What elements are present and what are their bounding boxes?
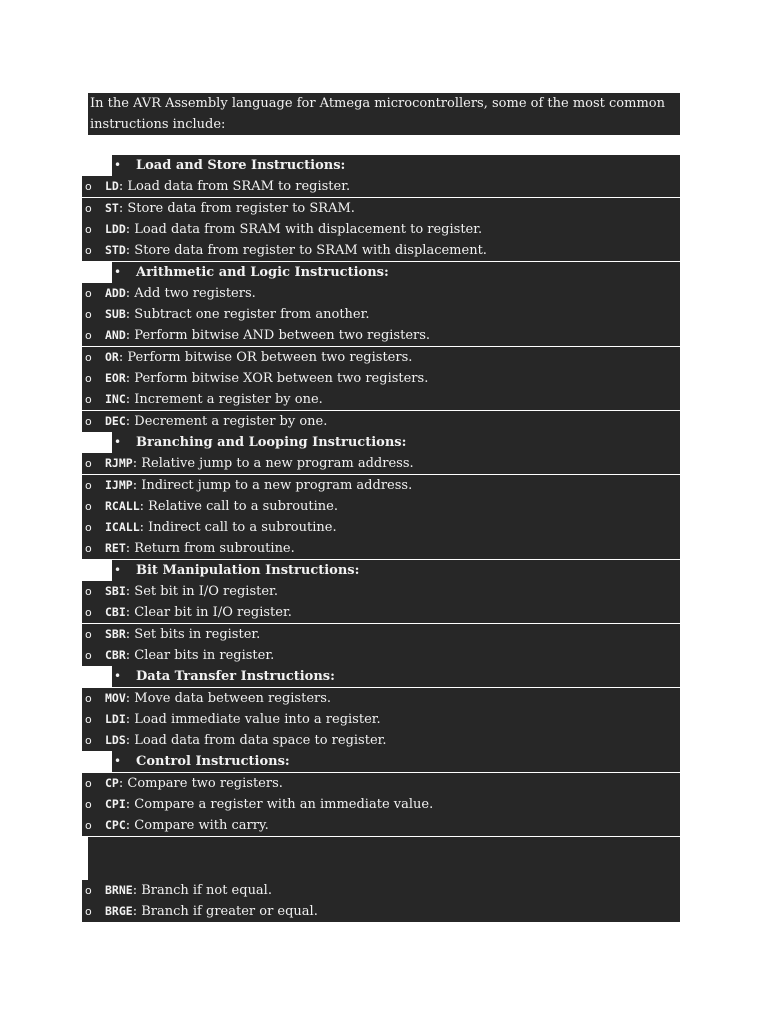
item-text — [105, 730, 387, 751]
instruction-code: OR — [105, 349, 119, 364]
list-item — [0, 581, 768, 602]
sub-bullet-icon: o — [85, 627, 92, 641]
intro-paragraph: In the AVR Assembly language for Atmega microcontrollers, some of the most common instructions include: — [88, 93, 680, 135]
item-text — [105, 496, 338, 517]
instruction-description: : Relative call to a subroutine. — [139, 498, 338, 514]
sub-bullet-icon: o — [85, 286, 92, 300]
sub-bullet-icon: o — [85, 904, 92, 918]
instruction-description: : Store data from register to SRAM. — [118, 200, 355, 216]
item-text — [105, 240, 487, 261]
list-item — [0, 709, 768, 730]
section-title: Data Transfer Instructions: — [136, 669, 335, 685]
list-item — [0, 389, 768, 410]
section-heading — [0, 432, 768, 453]
instruction-code: SBI — [105, 584, 126, 598]
instruction-code: EOR — [105, 371, 126, 385]
sub-bullet-icon: o — [85, 691, 92, 705]
instruction-description: : Increment a register by one. — [125, 392, 323, 408]
sub-bullet-icon: o — [85, 734, 92, 748]
instruction-code: LDD — [105, 221, 126, 236]
instruction-description: : Branch if not equal. — [132, 882, 272, 898]
item-text — [105, 304, 370, 325]
instruction-code: AND — [105, 328, 126, 343]
instruction-code: BRNE — [105, 882, 133, 897]
blank-block — [88, 837, 680, 880]
sub-bullet-icon: o — [85, 776, 92, 790]
bullet-icon: • — [114, 754, 122, 769]
list-item — [0, 688, 768, 709]
instruction-description: : Load data from SRAM to register. — [118, 179, 351, 195]
instruction-description: : Clear bit in I/O register. — [125, 605, 292, 621]
section-title: Branching and Looping Instructions: — [136, 434, 407, 450]
instruction-code: LD — [105, 179, 119, 194]
sub-bullet-icon: o — [85, 180, 92, 194]
item-text — [105, 815, 269, 836]
instruction-description: : Indirect jump to a new program address. — [132, 477, 413, 493]
sub-bullet-icon: o — [85, 478, 92, 492]
instruction-code: SUB — [105, 307, 126, 322]
sub-bullet-icon: o — [85, 883, 92, 897]
item-text — [105, 219, 482, 240]
instruction-description: : Clear bits in register. — [125, 647, 275, 663]
list-item — [0, 538, 768, 559]
instruction-code: IJMP — [105, 477, 133, 492]
list-item — [0, 794, 768, 815]
list-item — [0, 325, 768, 346]
list-item — [0, 240, 768, 261]
instruction-description: : Compare a register with an immediate value. — [125, 797, 434, 812]
instruction-description: : Subtract one register from another. — [125, 307, 370, 323]
instruction-description: : Branch if greater or equal. — [132, 903, 318, 919]
item-text — [105, 581, 278, 602]
instruction-code: ADD — [105, 285, 126, 300]
item-text — [105, 794, 433, 815]
instruction-description: : Indirect call to a subroutine. — [139, 520, 337, 536]
list-item — [0, 453, 768, 474]
instruction-description: : Load immediate value into a register. — [125, 711, 381, 727]
sub-bullet-icon: o — [85, 457, 92, 471]
instruction-code: BRGE — [105, 903, 133, 918]
item-text — [105, 709, 381, 730]
sub-bullet-icon: o — [85, 350, 92, 364]
item-text — [105, 283, 256, 304]
bullet-icon: • — [114, 158, 122, 172]
section-heading — [0, 666, 768, 687]
item-text — [105, 368, 428, 389]
instruction-description: : Compare with carry. — [125, 818, 269, 834]
instruction-code: CBR — [105, 647, 126, 662]
list-item — [0, 198, 768, 219]
list-item — [0, 517, 768, 538]
list-item — [0, 880, 768, 901]
instruction-code: LDI — [105, 711, 126, 726]
list-item — [0, 283, 768, 304]
list-item — [0, 496, 768, 517]
item-text — [105, 176, 350, 197]
item-text — [105, 453, 414, 474]
sub-bullet-icon: o — [85, 393, 92, 407]
instruction-code: RET — [105, 541, 126, 556]
list-item — [0, 901, 768, 922]
sub-bullet-icon: o — [85, 222, 92, 236]
sub-bullet-icon: o — [85, 244, 92, 258]
item-text — [105, 773, 283, 794]
list-item — [0, 368, 768, 389]
instruction-description: : Perform bitwise OR between two registers. — [118, 349, 413, 365]
list-item — [0, 219, 768, 240]
instruction-code: ST — [105, 200, 119, 215]
list-item — [0, 645, 768, 666]
section-title: Control Instructions: — [136, 754, 290, 770]
instruction-description: : Set bit in I/O register. — [125, 584, 278, 599]
section-heading — [0, 262, 768, 283]
sub-bullet-icon: o — [85, 585, 92, 598]
instruction-description: : Store data from register to SRAM with displacement. — [125, 243, 487, 259]
bullet-icon: • — [114, 669, 122, 684]
instruction-code: CP — [105, 775, 119, 790]
instruction-description: : Relative jump to a new program address. — [132, 456, 414, 472]
sub-bullet-icon: o — [85, 712, 92, 726]
instruction-description: : Return from subroutine. — [125, 541, 295, 557]
item-text — [105, 624, 260, 645]
bullet-icon: • — [114, 264, 122, 279]
list-item — [0, 602, 768, 623]
section-heading — [0, 560, 768, 581]
item-text — [105, 198, 355, 219]
instruction-code: CBI — [105, 605, 126, 620]
list-item — [0, 475, 768, 496]
instruction-description: : Decrement a register by one. — [125, 413, 328, 429]
list-item — [0, 624, 768, 645]
list-item — [0, 730, 768, 751]
item-text — [105, 901, 318, 922]
instruction-description: : Add two registers. — [125, 285, 256, 301]
instruction-list — [0, 155, 768, 935]
instruction-code: ICALL — [105, 520, 140, 535]
instruction-code: STD — [105, 243, 126, 258]
item-text — [105, 517, 337, 538]
bullet-icon: • — [114, 434, 122, 449]
instruction-description: : Perform bitwise AND between two registers. — [125, 328, 431, 344]
item-text — [105, 411, 327, 432]
section-heading — [0, 155, 768, 176]
list-item — [0, 347, 768, 368]
instruction-description: : Perform bitwise XOR between two registers. — [125, 371, 429, 386]
list-item — [0, 411, 768, 432]
instruction-description: : Compare two registers. — [118, 775, 283, 791]
item-text — [105, 602, 292, 623]
section-heading — [0, 751, 768, 772]
item-text — [105, 347, 412, 368]
sub-bullet-icon: o — [85, 201, 92, 215]
instruction-description: : Load data from SRAM with displacement to register. — [125, 221, 483, 237]
instruction-code: CPI — [105, 797, 126, 811]
instruction-code: SBR — [105, 626, 126, 641]
instruction-code: DEC — [105, 413, 126, 428]
section-title: Arithmetic and Logic Instructions: — [136, 264, 389, 280]
instruction-description: : Load data from data space to register. — [125, 733, 387, 749]
item-text — [105, 325, 430, 346]
instruction-code: INC — [105, 392, 126, 407]
bullet-icon: • — [114, 562, 122, 577]
sub-bullet-icon: o — [85, 414, 92, 428]
item-text — [105, 475, 412, 496]
item-text — [105, 538, 295, 559]
list-item — [0, 304, 768, 325]
sub-bullet-icon: o — [85, 521, 92, 535]
section-title: Load and Store Instructions: — [136, 158, 346, 173]
sub-bullet-icon: o — [85, 329, 92, 343]
instruction-code: LDS — [105, 733, 126, 748]
sub-bullet-icon: o — [85, 798, 92, 811]
instruction-code: RJMP — [105, 456, 133, 471]
item-text — [105, 880, 272, 901]
instruction-code: MOV — [105, 690, 126, 705]
sub-bullet-icon: o — [85, 372, 92, 385]
sub-bullet-icon: o — [85, 499, 92, 513]
sub-bullet-icon: o — [85, 606, 92, 620]
section-title: Bit Manipulation Instructions: — [136, 562, 360, 578]
instruction-description: : Move data between registers. — [125, 690, 332, 706]
item-text — [105, 645, 274, 666]
instruction-description: : Set bits in register. — [125, 626, 261, 642]
sub-bullet-icon: o — [85, 819, 92, 833]
instruction-code: RCALL — [105, 498, 140, 513]
list-item — [0, 815, 768, 836]
item-text — [105, 389, 323, 410]
list-item — [0, 773, 768, 794]
item-text — [105, 688, 331, 709]
sub-bullet-icon: o — [85, 648, 92, 662]
sub-bullet-icon: o — [85, 542, 92, 556]
sub-bullet-icon: o — [85, 308, 92, 322]
instruction-code: CPC — [105, 818, 126, 833]
list-item — [0, 176, 768, 197]
